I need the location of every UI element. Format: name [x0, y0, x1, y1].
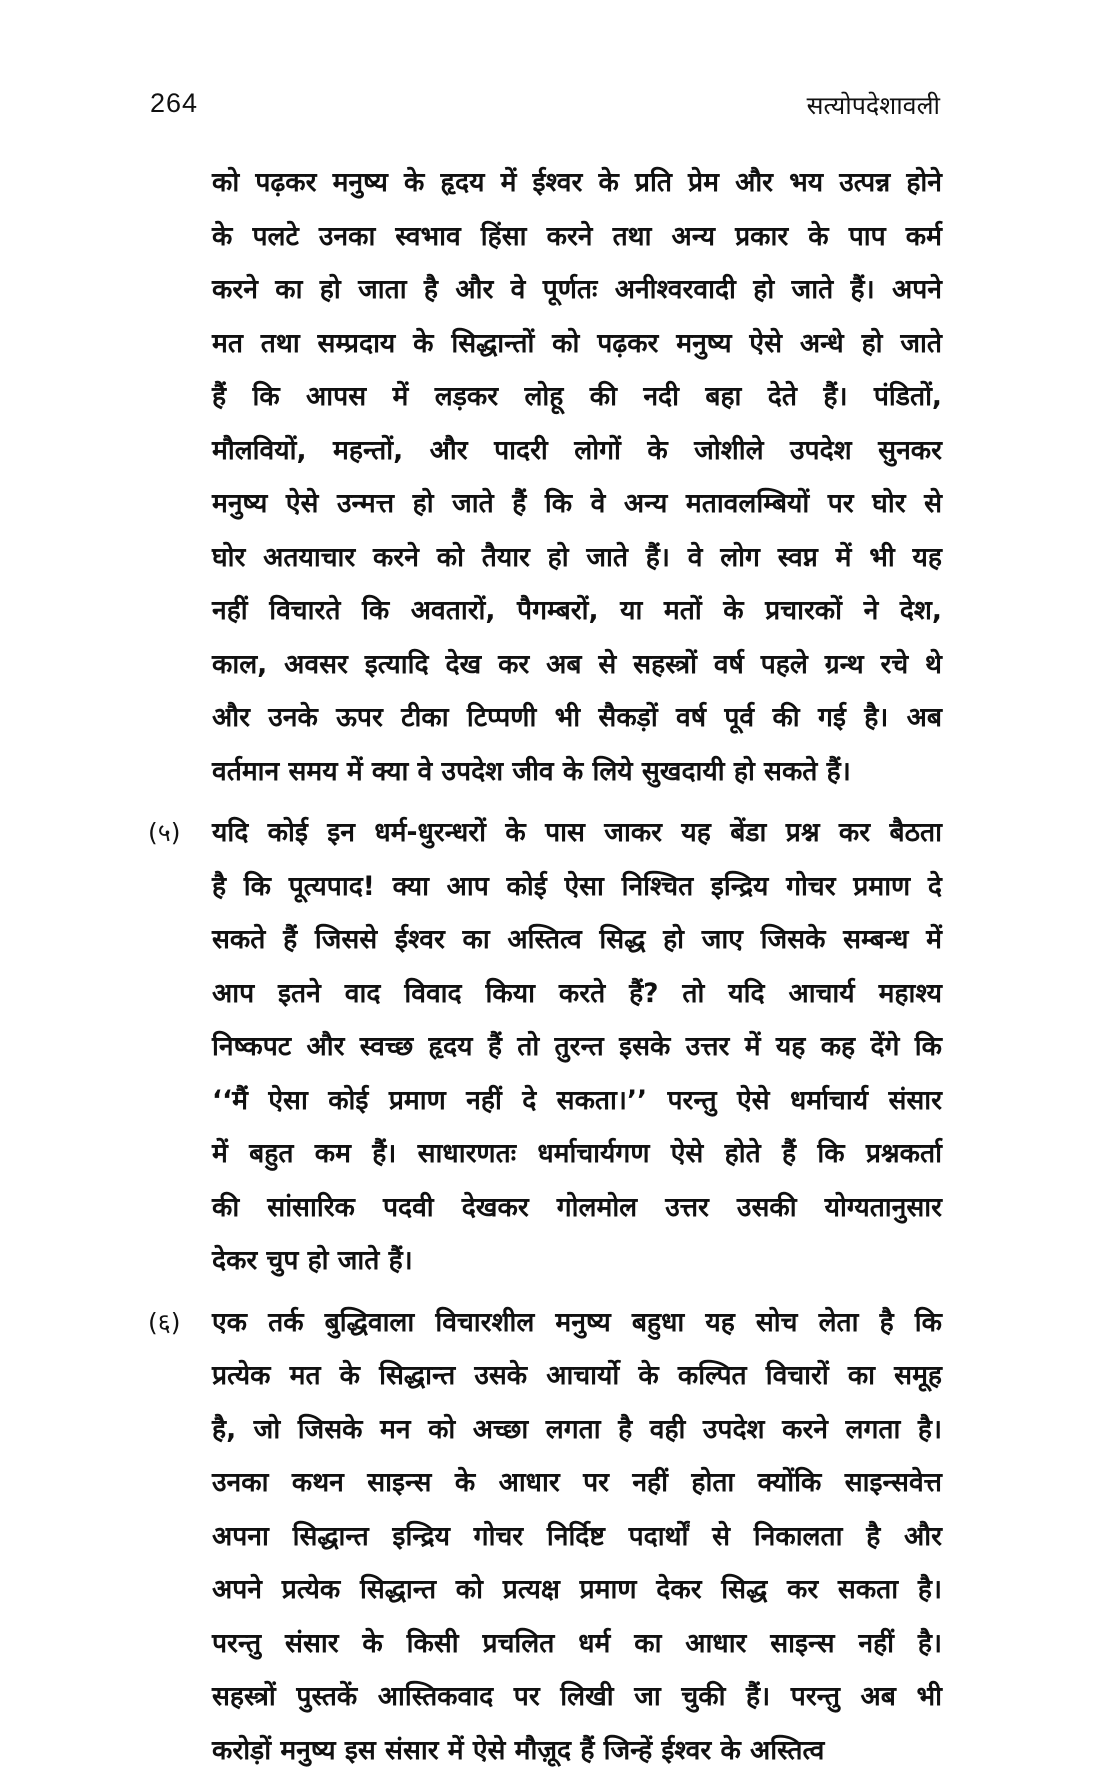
- text-line: सकते हैं जिससे ईश्वर का अस्तित्व सिद्ध हो जाए जिसके सम्बन्ध में: [212, 913, 942, 967]
- running-head: [150, 88, 940, 128]
- text-line: यदि कोई इन धर्म-धुरन्धरों के पास जाकर यह बेंडा प्रश्न कर बैठता: [212, 806, 942, 860]
- text-line: मनुष्य ऐसे उन्मत्त हो जाते हैं कि वे अन्य मतावलम्बियों पर घोर से: [212, 477, 942, 531]
- text-line: उनका कथन साइन्स के आधार पर नहीं होता क्योंकि साइन्सवेत्त: [212, 1456, 942, 1510]
- text-line: करने का हो जाता है और वे पूर्णतः अनीश्वरवादी हो जाते हैं। अपने: [212, 263, 942, 317]
- paragraph-gap: [212, 798, 942, 806]
- book-title: सत्योपदेशावली: [807, 88, 940, 122]
- numbered-paragraph: [212, 1296, 942, 1777]
- text-line: निष्कपट और स्वच्छ हृदय हैं तो तुरन्त इसके उत्तर में यह कह देंगे कि: [212, 1020, 942, 1074]
- text-line: है, जो जिसके मन को अच्छा लगता है वही उपदेश करने लगता है।: [212, 1403, 942, 1457]
- text-line: आप इतने वाद विवाद किया करते हैं? तो यदि आचार्य महाश्य: [212, 967, 942, 1021]
- numbered-paragraph: [212, 806, 942, 1288]
- text-line: में बहुत कम हैं। साधारणतः धर्माचार्यगण ऐसे होते हैं कि प्रश्नकर्ता: [212, 1127, 942, 1181]
- text-line: देकर चुप हो जाते हैं।: [212, 1234, 942, 1288]
- text-line: परन्तु संसार के किसी प्रचलित धर्म का आधार साइन्स नहीं है।: [212, 1617, 942, 1671]
- text-line: हैं कि आपस में लड़कर लोहू की नदी बहा देते हैं। पंडितों,: [212, 370, 942, 424]
- text-line: नहीं विचारते कि अवतारों, पैगम्बरों, या मतों के प्रचारकों ने देश,: [212, 584, 942, 638]
- text-line: को पढ़कर मनुष्य के हृदय में ईश्वर के प्रति प्रेम और भय उत्पन्न होने: [212, 156, 942, 210]
- page-number: 264: [150, 88, 198, 119]
- paragraph-number: (६): [148, 1296, 181, 1350]
- text-line: एक तर्क बुद्धिवाला विचारशील मनुष्य बहुधा यह सोच लेता है कि: [212, 1296, 942, 1350]
- text-line: अपना सिद्धान्त इन्द्रिय गोचर निर्दिष्ट पदार्थों से निकालता है और: [212, 1510, 942, 1564]
- paragraph-number: (५): [148, 806, 181, 860]
- text-line: अपने प्रत्येक सिद्धान्त को प्रत्यक्ष प्रमाण देकर सिद्ध कर सकता है।: [212, 1563, 942, 1617]
- text-line: सहस्त्रों पुस्तकें आस्तिकवाद पर लिखी जा चुकी हैं। परन्तु अब भी: [212, 1670, 942, 1724]
- text-line: वर्तमान समय में क्या वे उपदेश जीव के लिये सुखदायी हो सकते हैं।: [212, 745, 942, 799]
- body-text: [212, 156, 942, 1777]
- paragraph: [212, 156, 942, 798]
- text-line: प्रत्येक मत के सिद्धान्त उसके आचार्यो के कल्पित विचारों का समूह: [212, 1349, 942, 1403]
- paragraph-gap: [212, 1288, 942, 1296]
- text-line: मत तथा सम्प्रदाय के सिद्धान्तों को पढ़कर मनुष्य ऐसे अन्धे हो जाते: [212, 317, 942, 371]
- text-line: की सांसारिक पदवी देखकर गोलमोल उत्तर उसकी योग्यतानुसार: [212, 1181, 942, 1235]
- text-line: ‘‘मैं ऐसा कोई प्रमाण नहीं दे सकता।’’ परन्तु ऐसे धर्माचार्य संसार: [212, 1074, 942, 1128]
- text-line: है कि पूत्यपाद! क्या आप कोई ऐसा निश्चित इन्द्रिय गोचर प्रमाण दे: [212, 860, 942, 914]
- text-line: घोर अतयाचार करने को तैयार हो जाते हैं। वे लोग स्वप्न में भी यह: [212, 531, 942, 585]
- text-line: के पलटे उनका स्वभाव हिंसा करने तथा अन्य प्रकार के पाप कर्म: [212, 210, 942, 264]
- text-line: काल, अवसर इत्यादि देख कर अब से सहस्त्रों वर्ष पहले ग्रन्थ रचे थे: [212, 638, 942, 692]
- text-line: करोड़ों मनुष्य इस संसार में ऐसे मौज़ूद हैं जिन्हें ईश्वर के अस्तित्व: [212, 1724, 942, 1777]
- text-line: मौलवियों, महन्तों, और पादरी लोगों के जोशीले उपदेश सुनकर: [212, 424, 942, 478]
- text-line: और उनके ऊपर टीका टिप्पणी भी सैकड़ों वर्ष पूर्व की गई है। अब: [212, 691, 942, 745]
